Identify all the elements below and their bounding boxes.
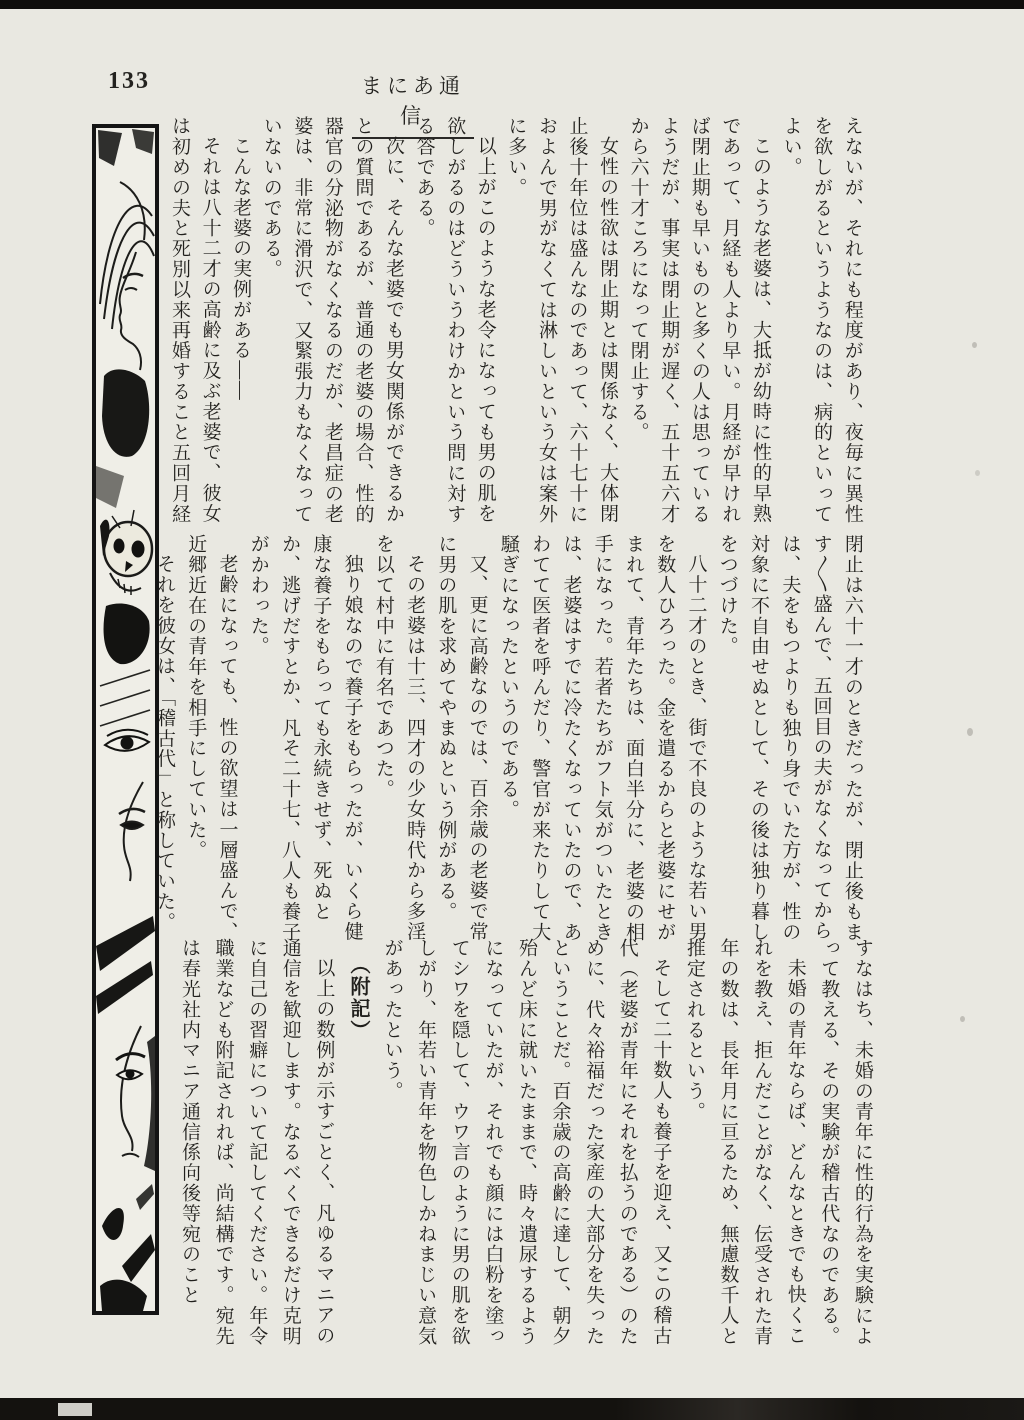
text-column: れを教え、拒んだことがなく、伝受された青 (751, 938, 773, 1346)
scan-speck (972, 342, 977, 348)
scan-speck (960, 1016, 965, 1022)
scan-edge-top (0, 0, 1024, 9)
text-column: がかわった。 (247, 534, 269, 657)
text-column: こんな老婆の実例がある―― (230, 136, 252, 402)
text-column: 八十二才のとき、街で不良のような若い男 (685, 554, 707, 942)
text-column: （附記） (346, 954, 369, 1042)
scan-speck (975, 470, 980, 476)
text-column: 閉止は六十一才のときだったが、閉止後もま (841, 534, 863, 942)
text-column: 推定されるという。 (683, 938, 705, 1122)
text-column: 又、更に高齢なのでは、百余歳の老婆で常 (466, 554, 488, 942)
text-column: は春光社内マニア通信係向後等宛のこと (179, 938, 200, 1306)
text-column: てシワを隠して、ウワ言のように男の肌を欲 (448, 938, 470, 1346)
text-band-middle (155, 534, 862, 940)
text-column: わてて医者を呼んだり、警官が来たりして大 (529, 534, 551, 942)
text-column: す〱盛んで、五回目の夫がなくなってから (810, 534, 832, 941)
text-column: 対象に不自由せぬとして、その後は独り暮し (748, 534, 770, 942)
text-column: は初めの夫と死別以来再婚すること五回月経 (169, 116, 190, 524)
text-column: 殆んど床に就いたままで、時々遺尿するよう (515, 938, 537, 1346)
page-title: まにあ通信 (352, 70, 474, 139)
text-column: 未婚の青年ならば、どんなときでも快くこ (784, 958, 806, 1346)
text-column: いないのである。 (260, 116, 282, 280)
text-column: 近郷近在の青年を相手にしていた。 (185, 534, 207, 861)
text-column: から六十才ころになって閉止する。 (627, 116, 649, 443)
ink-shadow-neck (102, 369, 149, 456)
text-column: 年の数は、長年月に亘るため、無慮数千人と (717, 938, 739, 1346)
text-column: すなはち、未婚の青年に性的行為を実験によ (851, 938, 873, 1346)
text-column: は、夫をもつよりも独り身でいた方が、性の (779, 534, 801, 942)
illustration-frame (94, 126, 157, 1313)
text-column: それは八十二才の高齢に及ぶ老婆で、彼女 (199, 136, 221, 524)
page-number: 133 (108, 68, 150, 94)
text-column: えないが、それにも程度があり、夜毎に異性 (841, 116, 863, 524)
scan-edge-bottom (0, 1398, 1024, 1420)
text-column: があったという。 (381, 938, 403, 1102)
text-column: およんで男がなくては淋しいという女は案外 (535, 116, 557, 524)
text-band-bottom (179, 938, 873, 1346)
text-column: 止後十年位は盛んなのであって、六十七十に (566, 116, 588, 524)
text-column: は、老婆はすでに冷たくなっていたので、あ (560, 534, 582, 942)
text-column: であって、月経も人より早い。月経が早けれ (719, 116, 741, 524)
text-column: に男の肌を求めてやまぬという例がある。 (435, 534, 457, 922)
text-column: か、逃げだすとか、凡そ二十七、八人も養子 (279, 534, 301, 942)
text-column: 職業なども附記されれば、尚結構です。宛先 (212, 938, 234, 1346)
text-column: 以上がこのような老令になっても男の肌を (474, 136, 496, 524)
margin-illustration-strip (92, 124, 159, 1315)
text-column: しがり、年若い青年を物色しかねまじい意気 (415, 938, 437, 1346)
text-column: を数人ひろった。金を遣るからと老婆にせが (654, 534, 676, 942)
text-column: をつづけた。 (716, 534, 738, 657)
text-column: ようだが、事実は閉止期が遅く、五十五六才 (658, 116, 680, 524)
scan-speck (967, 728, 973, 736)
text-column: よい。 (780, 116, 802, 178)
text-column: 康な養子をもらっても永続きせず、死ぬと (310, 534, 332, 922)
text-column: 女性の性欲は閉止期とは関係なく、大体閉 (597, 136, 619, 524)
text-column: 独り娘なので養子をもらったが、いくら健 (341, 554, 363, 942)
text-column: 次に、そんな老婆でも男女関係ができるか (383, 136, 405, 524)
text-column: に自己の習癖について記してください。年令 (246, 938, 268, 1346)
text-column: 以上の数例が示すごとく、凡ゆるマニアの (313, 958, 335, 1346)
text-column: る答である。 (413, 116, 435, 239)
text-band-top (170, 116, 862, 536)
text-column: 手になった。若者たちがフト気がついたとき (591, 534, 613, 942)
text-column: 代（老婆が青年にそれを払うのである）のた (616, 938, 638, 1346)
text-column: その老婆は十三、四才の少女時代から多淫 (404, 554, 426, 942)
text-column: 通信を歓迎します。なるべくできるだけ克明 (279, 938, 301, 1346)
text-column: めに、代々裕福だった家産の大部分を失った (583, 938, 605, 1346)
text-column: を欲しがるというようなのは、病的といって (811, 116, 833, 524)
text-column: との質問であるが、普通の老婆の場合、性的 (352, 116, 374, 524)
text-column: 器官の分泌物がなくなるのだが、老昌症の老 (321, 116, 343, 524)
text-column: 婆は、非常に滑沢で、又緊張力もなくなって (291, 116, 313, 524)
text-column: まれて、青年たちは、面白半分に、老婆の相 (622, 534, 644, 942)
text-column: そして二十数人も養子を迎え、又この稽古 (650, 958, 672, 1346)
text-column: それを彼女は、「稽古代」と称していた。 (154, 554, 175, 933)
text-column: ということだ。百余歳の高齢に達して、朝夕 (549, 938, 571, 1346)
text-column: このような老婆は、大抵が幼時に性的早熟 (749, 136, 771, 524)
text-column: 騒ぎになったというのである。 (497, 534, 519, 820)
text-column: を以て村中に有名であつた。 (372, 534, 394, 800)
text-column: 老齢になっても、性の欲望は一層盛んで、 (216, 554, 238, 942)
text-column: 欲しがるのはどういうわけかという問に対す (444, 116, 466, 524)
text-column: ば閉止期も早いものと多くの人は思っている (688, 116, 710, 524)
text-column: って教える、その実験が稽古代なのである。 (818, 938, 840, 1346)
text-column: に多い。 (505, 116, 527, 198)
text-column: になっていたが、それでも顔には白粉を塗っ (482, 938, 504, 1346)
